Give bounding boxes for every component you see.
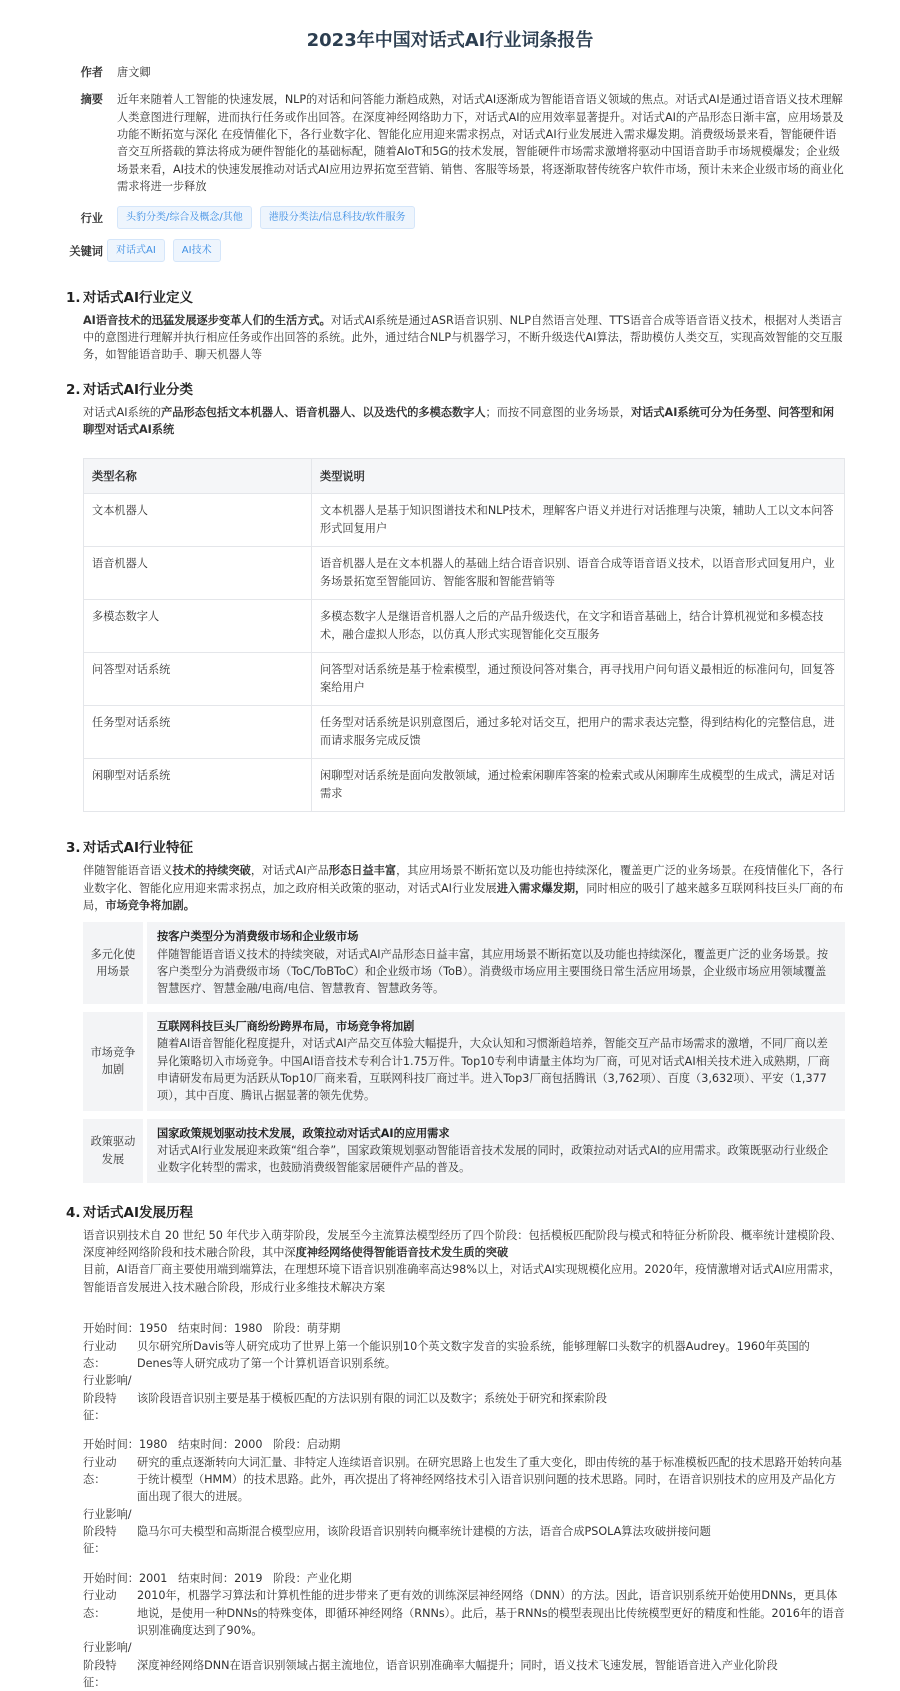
section-body [83, 1227, 845, 1691]
section-number: 4. [66, 1204, 81, 1221]
abstract-row [0, 91, 900, 195]
stage-dynamic-row [83, 1338, 845, 1373]
dynamic-label: 行业动态： [83, 1455, 117, 1487]
definition-paragraph [83, 312, 845, 364]
table-header: 类型名称 [84, 459, 312, 494]
type-name: 闲聊型对话系统 [84, 759, 312, 812]
history-stage [83, 1320, 845, 1424]
report-meta [0, 64, 900, 262]
bold-run: 市场竞争将加剧。 [105, 899, 195, 913]
stage-feature-row [83, 1390, 845, 1425]
type-desc: 任务型对话系统是识别意图后，通过多轮对话交互，把用户的需求表达完整，得到结构化的完整信息，进而请求服务完成反馈 [312, 706, 845, 759]
stage-feature-text: 该阶段语音识别主要是基于模板匹配的方法识别有限的词汇以及数字；系统处于研究和探索阶段 [137, 1391, 607, 1405]
history-stage [83, 1570, 845, 1691]
dynamic-text: 贝尔研究所Davis等人研究成功了世界上第一个能识别10个英文数字发音的实验系统，能够理解口头数字的机器Audrey。1960年英国的Denes等人研究成功了第一个计算机语音识别系统。 [137, 1339, 810, 1370]
feature-content [147, 1119, 845, 1183]
feature-label: 多元化使用场景 [83, 922, 143, 1003]
stage-feature-text: 隐马尔可夫模型和高斯混合模型应用，该阶段语音识别转向概率统计建模的方法，语音合成PSOLA算法攻破拼接问题 [137, 1525, 711, 1539]
type-desc: 多模态数字人是继语音机器人之后的产品升级迭代，在文字和语音基础上，结合计算机视觉和多模态技术，融合虚拟人形态，以仿真人形式实现智能化交互服务 [312, 600, 845, 653]
section-title: 对话式AI发展历程 [83, 1204, 193, 1221]
section-definition [66, 288, 845, 364]
type-desc: 语音机器人是在文本机器人的基础上结合语音识别、语音合成等语音语义技术，以语音形式回复用户，业务场景拓宽至智能回访、智能客服和智能营销等 [312, 547, 845, 600]
industry-tags [117, 206, 847, 229]
table-row [84, 706, 845, 759]
section-heading [66, 1203, 845, 1223]
stage-feature-text: 深度神经网络DNN在语音识别领域占据主流地位，语音识别准确率大幅提升；同时，语义技术飞速发展，智能语音进入产业化阶段 [137, 1658, 778, 1672]
type-name: 文本机器人 [84, 494, 312, 547]
history-paragraph-2: 目前，AI语音厂商主要使用端到端算法，在理想环境下语音识别准确率高达98%以上，对话式AI实现规模化应用。2020年，疫情激增对话式AI应用需求，智能语音发展进入技术融合阶段，形成行业多维技术解决方案 [83, 1263, 841, 1294]
type-desc: 问答型对话系统是基于检索模型，通过预设问答对集合，再寻找用户问句语义最相近的标准问句，回复答案给用户 [312, 653, 845, 706]
dynamic-label: 行业动态： [83, 1589, 117, 1620]
text-run: 伴随智能语音语义 [83, 864, 173, 878]
dynamic-text: 2010年，机器学习算法和计算机性能的进步带来了更有效的训练深层神经网络（DNN）的方法。因此，语音识别系统开始使用DNNs，更具体地说，是使用一种DNNs的特殊变体，即循环神经网络（RNNs）。此后，基于RNNs的模型表现出比传统模型更好的精度和性能。2016年的语音识别准确度达到了90%。 [137, 1589, 845, 1637]
bold-run: 进入需求爆发期， [496, 881, 587, 895]
bold-run: 产品形态包括文本机器人、语音机器人、以及迭代的多模态数字人 [161, 405, 486, 419]
section-features [66, 838, 845, 1182]
feature-label: 政策驱动发展 [83, 1119, 143, 1183]
table-header: 类型说明 [312, 459, 845, 494]
keyword-tag[interactable]: 对话式AI [107, 239, 165, 262]
history-stage [83, 1436, 845, 1558]
bold-run: 形态日益丰富 [328, 864, 397, 878]
feature-label: 市场竞争加剧 [83, 1012, 143, 1111]
phase-label: 阶段： [273, 1571, 307, 1585]
type-name: 问答型对话系统 [84, 653, 312, 706]
end-label: 结束时间： [178, 1571, 235, 1585]
phase-label: 阶段： [273, 1322, 307, 1336]
keyword-tag[interactable]: AI技术 [173, 239, 221, 262]
feature-text: 随着AI语音智能化程度提升，对话式AI产品交互体验大幅提升，大众认知和习惯渐趋培养，智能交互产品市场需求的激增，不同厂商以差异化策略切入市场竞争。中国AI语音技术专利合计1.75万件。Top10专利申请量主体均为厂商，可见对话式AI相关技术进入成熟期，厂商申请研发布局更为活跃从Top10厂商来看，互联网科技厂商过半。进入Top3厂商包括腾讯（3,762项）、百度（3,632项）、平安（1,377项），其中百度、腾讯占据显著的领先优势。 [157, 1037, 830, 1103]
table-row [84, 759, 845, 812]
keyword-label: 关键词 [69, 244, 103, 258]
abstract-text: 近年来随着人工智能的快速发展，NLP的对话和问答能力渐趋成熟，对话式AI逐渐成为智能语音语义领域的焦点。对话式AI是通过语音语义技术理解人类意图进行理解，进而执行任务或作出回答。在深度神经网络助力下，对话式AI的应用效率显著提升。对话式AI的产品形态日渐丰富，应用场景及功能不断拓宽与深化 在疫情催化下，各行业数字化、智能化应用迎来需求拐点，对话式AI行业发展进入需求爆发期。消费级场景来看，智能硬件语音交互所搭载的算法将成为硬件智能化的基础标配，随着AIoT和5G的技术发展，智能硬件市场需求激增将驱动中国语音助手市场规模爆发；企业级场景来看，AI技术的快速发展推动对话式AI应用边界拓宽至营销、销售、客服等场景，将逐渐取替传统客户软件市场，预计未来企业级市场的商业化需求将进一步释放 [117, 93, 844, 194]
phase-name: 启动期 [306, 1438, 341, 1452]
classification-table [83, 458, 845, 812]
classification-paragraph [83, 404, 845, 439]
end-year: 1980 [234, 1322, 263, 1336]
text-run: ，对话式AI产品 [250, 864, 329, 878]
section-classification [66, 380, 845, 813]
start-year: 2001 [138, 1571, 168, 1585]
section-title: 对话式AI行业定义 [83, 289, 193, 306]
industry-tag[interactable]: 头豹分类/综合及概念/其他 [117, 206, 252, 229]
start-label: 开始时间： [83, 1438, 139, 1452]
bold-run: 技术的持续突破 [172, 864, 251, 878]
end-year: 2000 [234, 1438, 263, 1452]
section-number: 3. [66, 840, 81, 857]
bold-run: 度神经网络使得智能语音技术发生质的突破 [295, 1246, 509, 1260]
end-year: 2019 [234, 1571, 263, 1585]
report-title: 2023年中国对话式AI行业词条报告 [306, 30, 594, 51]
feature-content [147, 1012, 845, 1111]
phase-name: 产业化期 [306, 1571, 352, 1585]
industry-label: 行业 [80, 211, 103, 225]
type-name: 多模态数字人 [84, 600, 312, 653]
stage-dynamic-row [83, 1587, 845, 1639]
stage-dynamic-row [83, 1454, 845, 1506]
stage-period [83, 1436, 845, 1453]
phase-label: 阶段： [273, 1438, 307, 1452]
phase-name: 萌芽期 [306, 1322, 341, 1336]
keyword-tags [107, 239, 837, 262]
section-body [83, 862, 845, 1182]
type-name: 任务型对话系统 [84, 706, 312, 759]
stage-feature-row [83, 1657, 845, 1691]
feature-card [83, 922, 845, 1003]
type-name: 语音机器人 [84, 547, 312, 600]
impact-label: 行业影响/ [83, 1641, 132, 1655]
section-number: 2. [66, 381, 81, 398]
text-run: ，其应用场景不断拓宽以及功能也持续深化，覆盖更广泛的业务场景。在疫情催化下，各行业数字化、智能化应用迎来需求拐点，加之政府相关政策的驱动，对话式AI行业发展 [83, 864, 844, 895]
abstract-label: 摘要 [80, 93, 103, 107]
table-row [84, 494, 845, 547]
impact-label: 行业影响/ [83, 1507, 132, 1521]
text-run: ；而按不同意图的业务场景， [485, 405, 631, 419]
bold-run: 对话式AI系统可分为任务型、问答型和闲聊型对话式AI系统 [83, 405, 834, 436]
feature-title: 国家政策规划驱动技术发展，政策拉动对话式AI的应用需求 [157, 1126, 450, 1140]
stage-period [83, 1320, 845, 1337]
section-body [83, 404, 845, 813]
feature-title: 按客户类型分为消费级市场和企业级市场 [157, 930, 359, 944]
start-year: 1980 [138, 1438, 168, 1452]
section-title: 对话式AI行业特征 [83, 840, 193, 857]
author-name: 唐文卿 [117, 66, 151, 79]
text-run: 语音识别技术自 20 世纪 50 年代步入萌芽阶段，发展至今主流算法模型经历了四个阶段：包括模板匹配阶段与模式和特征分析阶段、概率统计建模阶段、深度神经网络阶段和技术融合阶段，其中深 [83, 1228, 842, 1260]
author-row [0, 64, 900, 81]
section-body [83, 312, 845, 364]
table-row [84, 600, 845, 653]
start-label: 开始时间： [83, 1571, 139, 1585]
type-desc: 闲聊型对话系统是面向发散领域，通过检索闲聊库答案的检索式或从闲聊库生成模型的生成式，满足对话需求 [312, 759, 845, 812]
stage-period [83, 1570, 845, 1587]
end-label: 结束时间： [178, 1438, 235, 1452]
start-year: 1950 [138, 1322, 168, 1336]
industry-row [0, 206, 900, 229]
section-heading [66, 838, 845, 858]
section-history [66, 1203, 845, 1691]
features-paragraph [83, 862, 845, 914]
table-row [84, 547, 845, 600]
feature-text: 伴随智能语音语义技术的持续突破，对话式AI产品形态日益丰富，其应用场景不断拓宽以及功能也持续深化，覆盖更广泛的业务场景。按客户类型分为消费级市场（ToC/ToBToC）和企业级市场（ToB）。消费级市场应用主要围绕日常生活应用场景，企业级市场应用领域覆盖智慧医疗、智慧金融/电商/电信、智慧教育、智慧政务等。 [157, 947, 829, 996]
feature-label: 阶段特征： [83, 1658, 117, 1689]
section-heading [66, 288, 845, 308]
definition-bold: AI语音技术的迅猛发展逐步变革人们的生活方式。 [83, 313, 331, 327]
feature-label: 阶段特征： [83, 1391, 117, 1422]
text-run: 对话式AI系统的 [83, 405, 162, 419]
feature-title: 互联网科技巨头厂商纷纷跨界布局，市场竞争将加剧 [157, 1019, 415, 1033]
keyword-row [0, 239, 900, 262]
definition-text: 对话式AI系统是通过ASR语音识别、NLP自然语言处理、TTS语音合成等语音语义技术，根据对人类语言中的意图进行理解并执行相应任务或作出回答的系统。此外，通过结合NLP与机器学习，不断升级迭代AI算法，帮助模仿人类交互，实现高效智能的交互服务，如智能语音助手、聊天机器人等 [83, 313, 843, 362]
history-paragraph [83, 1227, 845, 1262]
text-run: 同时相应的吸引了越来越多互联网科技巨头厂商的布局， [83, 881, 844, 913]
feature-label: 阶段特征： [83, 1525, 117, 1556]
feature-card [83, 1119, 845, 1183]
impact-label: 行业影响/ [83, 1374, 132, 1388]
start-label: 开始时间： [83, 1322, 139, 1336]
feature-content [147, 922, 845, 1003]
section-number: 1. [66, 289, 81, 306]
table-row [84, 653, 845, 706]
dynamic-label: 行业动态： [83, 1339, 117, 1370]
feature-card [83, 1012, 845, 1111]
type-desc: 文本机器人是基于知识图谱技术和NLP技术，理解客户语义并进行对话推理与决策，辅助人工以文本问答形式回复用户 [312, 494, 845, 547]
stage-feature-row [83, 1523, 845, 1558]
dynamic-text: 研究的重点逐渐转向大词汇量、非特定人连续语音识别。在研究思路上也发生了重大变化，即由传统的基于标准模板匹配的技术思路开始转向基于统计模型（HMM）的技术思路。此外，再次提出了将神经网络技术引入语音识别问题的技术思路。同时，在语音识别技术的应用及产品化方面出现了很大的进展。 [137, 1455, 842, 1504]
industry-tag[interactable]: 港股分类法/信息科技/软件服务 [260, 206, 415, 229]
author-label: 作者 [80, 66, 103, 79]
section-heading [66, 380, 845, 400]
section-title: 对话式AI行业分类 [83, 381, 193, 398]
end-label: 结束时间： [178, 1322, 235, 1336]
table-header-row [84, 459, 845, 494]
feature-text: 对话式AI行业发展迎来政策“组合拳”，国家政策规划驱动智能语音技术发展的同时，政策拉动对话式AI的应用需求。政策既驱动行业级企业数字化转型的需求，也鼓励消费级智能家居硬件产品的普及。 [157, 1143, 829, 1175]
